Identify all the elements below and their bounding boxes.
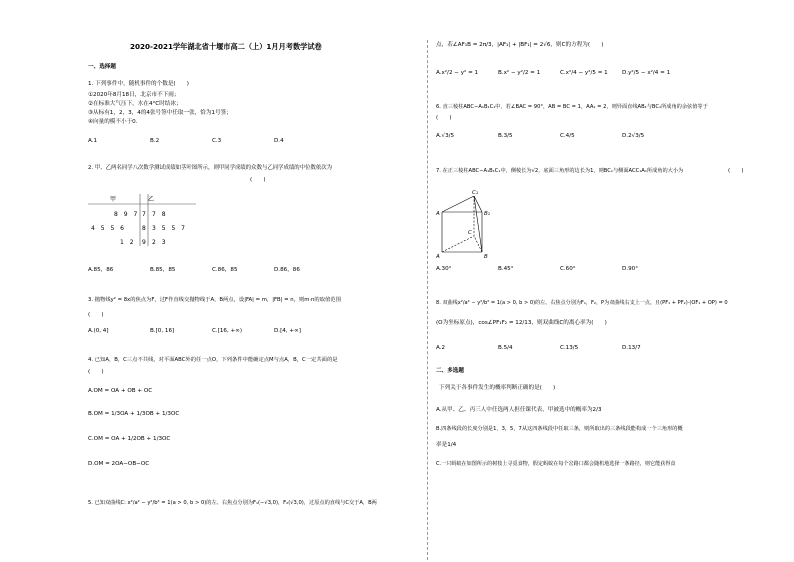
q7-paren: ( ) (728, 168, 744, 174)
label-b: B (484, 254, 488, 260)
stem-leaf-plot (88, 190, 198, 250)
q5-option-d[interactable]: D.y²/5 − x²/4 = 1 (622, 70, 671, 76)
q6-stem: 6. 直三棱柱ABC−A₁B₁C₁中，若∠BAC = 90°，AB = BC = 1，AA₁ = 2，则异面直线AB₁与BC₁所成角的余弦值等于 (436, 104, 708, 110)
page-title: 2020-2021学年湖北省十堰市高二（上）1月月考数学试卷 (130, 42, 322, 51)
q8-stem-cont: (O为坐标原点)，cos∠PF₁F₂ = 12/13，则双曲线C的离心率为( ) (436, 320, 607, 326)
plot-row-2-right: 3 5 5 7 (152, 225, 187, 232)
q1-item-3: ③从标有1，2，3，4的4张号签中任取一张，恰为1号签； (88, 110, 232, 116)
q6-option-b[interactable]: B.3/5 (498, 133, 513, 139)
section-heading-choice: 一、选择题 (88, 64, 116, 70)
q3-paren: ( ) (88, 312, 104, 318)
label-b1: B₁ (484, 211, 490, 217)
q9-stem: 下列关于各事件发生的概率判断正确的是( ) (439, 385, 556, 391)
q1-item-4: ④向量的模不小于0. (88, 119, 138, 125)
q2-option-b[interactable]: B.85，85 (150, 267, 176, 273)
q7-option-a[interactable]: A.30° (436, 266, 452, 272)
plot-row-2-left: 4 5 5 6 (91, 225, 126, 232)
plot-head-a: 甲 (110, 196, 117, 203)
q3-option-c[interactable]: C.[16, +∞) (212, 328, 243, 334)
section-heading-multi: 二、多选题 (436, 368, 464, 374)
plot-row-1-right: 7 8 (152, 211, 168, 218)
plot-row-1-left: 8 9 7 (114, 211, 140, 218)
q9-option-b-cont: 率是1/4 (436, 442, 457, 448)
q2-option-d[interactable]: D.86，86 (274, 267, 300, 273)
q4-option-c[interactable]: C.OM = OA + 1/2OB + 1/3OC (88, 436, 171, 442)
q7-option-b[interactable]: B.45° (498, 266, 514, 272)
q4-option-d[interactable]: D.OM = 2OA−OB−OC (88, 461, 150, 467)
plot-row-1-stem: 7 (142, 211, 146, 218)
q3-option-b[interactable]: B.[0, 16] (150, 328, 175, 334)
q8-option-b[interactable]: B.5/4 (498, 345, 513, 351)
q3-option-d[interactable]: D.[4, +∞] (274, 328, 301, 334)
q1-item-1: ①2020年8月18日，北京市不下雨； (88, 92, 180, 98)
q5-option-a[interactable]: A.x²/2 − y² = 1 (436, 70, 479, 76)
q7-stem: 7. 在正三棱柱ABC−A₁B₁C₁中，侧棱长为√2，底面三角形的边长为1，则BC₁与侧面ACC₁A₁所成角的大小为 (436, 168, 684, 174)
label-c: C (468, 230, 472, 236)
label-a1: A (436, 211, 440, 217)
prism-figure (436, 186, 496, 262)
q1-option-b[interactable]: B.2 (150, 138, 160, 144)
q1-option-d[interactable]: D.4 (274, 138, 284, 144)
q4-stem: 4. 已知A，B，C三点不共线，对平面ABC外的任一点O，下列条件中能确定点M与点A，B，C一定共面的是 (88, 357, 338, 363)
q5-stem: 5. 已知双曲线C: x²/a² − y²/b² = 1(a > 0, b > 0)的左、右焦点分别为F₁(−√3,0)，F₂(√3,0)，过原点的直线与C交于A，B两 (88, 500, 377, 506)
q4-option-a[interactable]: A.OM = OA + OB + OC (88, 388, 153, 394)
q3-stem: 3. 抛物线y² = 8x的焦点为F，过F作直线交抛物线于A，B两点，设|FA| = m，|FB| = n，则m·n的取值范围 (88, 297, 341, 303)
q4-option-b[interactable]: B.OM = 1/3OA + 1/3OB + 1/3OC (88, 411, 180, 417)
q6-paren: ( ) (436, 115, 452, 121)
plot-row-3-left: 1 2 (120, 239, 136, 246)
q1-option-c[interactable]: C.3 (212, 138, 222, 144)
q7-option-c[interactable]: C.60° (560, 266, 576, 272)
q3-option-a[interactable]: A.(0, 4] (88, 328, 109, 334)
q1-option-a[interactable]: A.1 (88, 138, 98, 144)
plot-row-3-stem: 9 (142, 239, 146, 246)
q1-stem: 1. 下列事件中，随机事件的个数是( ) (88, 81, 189, 87)
q8-option-d[interactable]: D.13/7 (622, 345, 641, 351)
q5-stem-cont: 点，若∠AF₁B = 2π/3，|AF₁| + |BF₁| = 2√6，则C的方程为( ) (436, 42, 604, 48)
q6-option-a[interactable]: A.√3/5 (436, 133, 455, 139)
label-c1: C₁ (472, 190, 479, 196)
q6-option-c[interactable]: C.4/5 (560, 133, 575, 139)
q2-paren: ( ) (250, 177, 266, 183)
plot-row-2-stem: 8 (142, 225, 146, 232)
q9-option-c[interactable]: C.一只蚂蚁在如图所示的树枝上寻觅食物，假定蚂蚁在每个岔路口都会随机地选择一条路径，则它能获得食 (436, 461, 676, 467)
right-column (436, 0, 766, 562)
q9-option-b[interactable]: B.四条线段的长度分别是1，3，5，7从这四条线段中任取三条，则所取出的三条线段能构成一个三角形的概 (436, 426, 683, 432)
plot-head-b: 乙 (148, 196, 155, 203)
label-a: A (436, 254, 440, 260)
q2-stem: 2. 甲、乙两名同学八次数学测试成绩如茎叶图所示，则甲同学成绩的众数与乙同学成绩的中位数依次为 (88, 165, 333, 171)
plot-row-3-right: 2 3 (152, 239, 168, 246)
q8-option-a[interactable]: A.2 (436, 345, 446, 351)
left-column (88, 0, 418, 562)
q4-paren: ( ) (88, 369, 104, 375)
q1-item-2: ②在标准大气压下，水在4°C时结冰； (88, 101, 182, 107)
q5-option-c[interactable]: C.x²/4 − y²/5 = 1 (560, 70, 608, 76)
q6-option-d[interactable]: D.2√3/5 (622, 133, 645, 139)
q2-option-a[interactable]: A.85，86 (88, 267, 114, 273)
q8-option-c[interactable]: C.13/5 (560, 345, 579, 351)
q7-option-d[interactable]: D.90° (622, 266, 639, 272)
column-divider (427, 40, 428, 560)
q8-stem: 8. 双曲线x²/a² − y²/b² = 1(a > 0, b > 0)的左、右焦点分别为F₁，F₂，P为双曲线右支上一点，且(PF₁ + PF₂)·(OF₁ + OP) = 0 (436, 300, 728, 306)
q9-option-a[interactable]: A.从甲、乙、丙三人中任选两人担任课代表，甲被选中的概率为2/3 (436, 407, 602, 413)
q5-option-b[interactable]: B.x² − y²/2 = 1 (498, 70, 541, 76)
q2-option-c[interactable]: C.86，85 (212, 267, 238, 273)
